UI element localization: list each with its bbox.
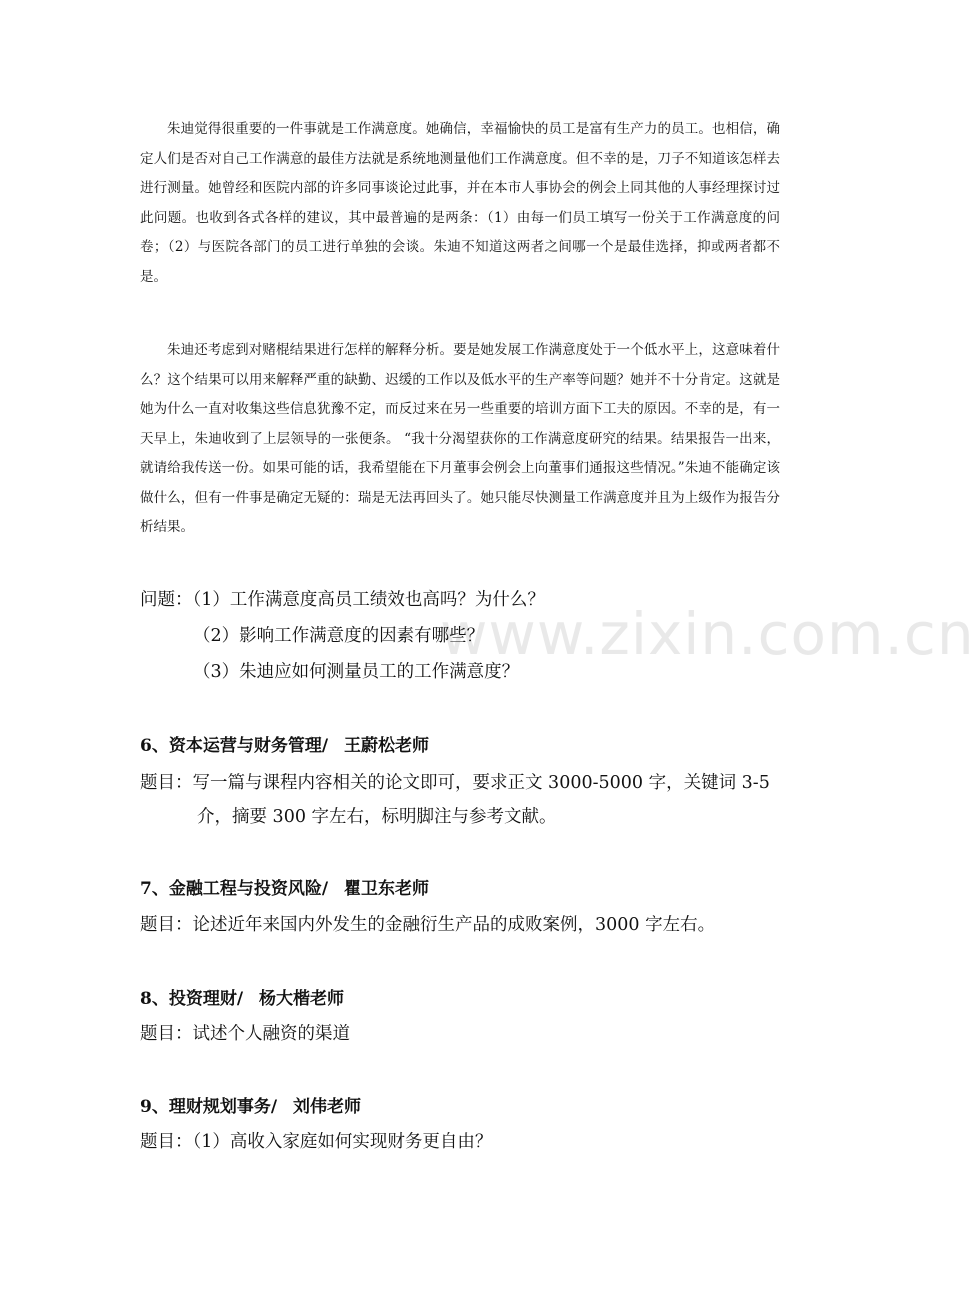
section-6-topic-line-1: 题目：写一篇与课程内容相关的论文即可，要求正文 3000-5000 字，关键词 3-5 (140, 773, 770, 793)
question-2: （2）影响工作满意度的因素有哪些？ (193, 626, 485, 646)
section-7-teacher: 瞿卫东老师 (344, 879, 430, 899)
section-8-teacher: 杨大楷老师 (259, 989, 345, 1009)
section-6-teacher: 王蔚松老师 (344, 736, 430, 756)
section-9-topic: 题目：（1）高收入家庭如何实现财务更自由？ (140, 1132, 493, 1152)
section-8-topic: 题目：试述个人融资的渠道 (140, 1024, 350, 1044)
section-6-topic-line-2: 介，摘要 300 字左右，标明脚注与参考文献。 (197, 807, 557, 827)
case-paragraph-2: 朱迪还考虑到对赌棍结果进行怎样的解释分析。要是她发展工作满意度处于一个低水平上，这意味着什么？这个结果可以用来解释严重的缺勤、迟缓的工作以及低水平的生产率等问题？她并不十分肯定。这就是她为什么一直对收集这些信息犹豫不定，而反过来在另一些重要的培训方面下工夫的原因。不幸的是，有一天早上，朱迪收到了上层领导的一张便条。 “我十分渴望获你的工作满意度研究的结果。结果报告一出来，就请给我传送一份。如果可能的话，我希望能在下月董事会例会上向董事们通报这些情况。”朱迪不能确定该做什么，但有一件事是确定无疑的：瑞是无法再回头了。她只能尽快测量工作满意度并且为上级作为报告分析结果。 (140, 342, 780, 535)
section-8-heading (140, 987, 344, 1011)
question-1: 问题：（1）工作满意度高员工绩效也高吗？为什么？ (140, 590, 545, 610)
question-3: （3）朱迪应如何测量员工的工作满意度？ (193, 662, 520, 682)
section-7-title: 7、金融工程与投资风险/ (140, 879, 329, 899)
section-7-heading (140, 877, 429, 901)
section-9-heading (140, 1095, 361, 1119)
case-paragraph-1: 朱迪觉得很重要的一件事就是工作满意度。她确信，幸福愉快的员工是富有生产力的员工。也相信，确定人们是否对自己工作满意的最佳方法就是系统地测量他们工作满意度。但不幸的是，刀子不知道该怎样去进行测量。她曾经和医院内部的许多同事谈论过此事，并在本市人事协会的例会上同其他的人事经理探讨过此问题。也收到各式各样的建议，其中最普遍的是两条：（1）由每一们员工填写一份关于工作满意度的问卷；（2）与医院各部门的员工进行单独的会谈。朱迪不知道这两者之间哪一个是最佳选择，抑或两者都不是。 (140, 121, 780, 285)
section-9-title: 9、理财规划事务/ (140, 1097, 278, 1117)
section-9-teacher: 刘伟老师 (293, 1097, 362, 1117)
watermark: www.zixin.com.cn (440, 600, 975, 668)
section-6-title: 6、资本运营与财务管理/ (140, 736, 329, 756)
section-7-topic: 题目：论述近年来国内外发生的金融衍生产品的成败案例，3000 字左右。 (140, 915, 716, 935)
section-8-title: 8、投资理财/ (140, 989, 244, 1009)
section-6-heading (140, 734, 429, 758)
